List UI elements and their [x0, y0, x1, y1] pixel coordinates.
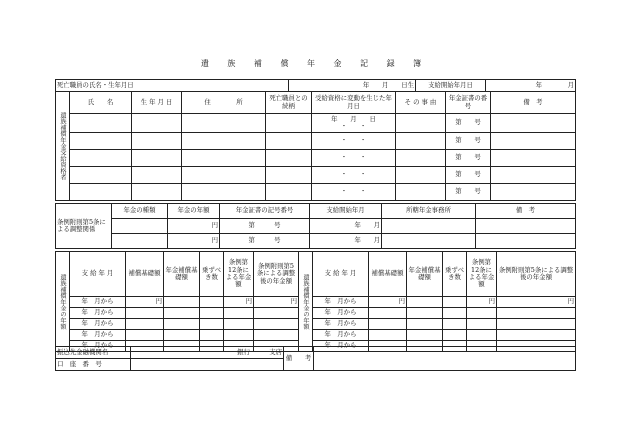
col-reason: そ の 事 由: [396, 92, 446, 114]
col-mult-left: 乗ずべき数: [200, 252, 224, 297]
col-art12-right: 条例第12条による年金額: [467, 252, 497, 297]
col-pension-base-left: 年金補償基礎額: [164, 252, 200, 297]
table-row: 年 月から 年 月から: [56, 308, 576, 319]
bank-label: 振込先金融機関名: [56, 347, 131, 359]
pay-start-field[interactable]: 年 月: [486, 80, 576, 92]
col-art12-left: 条例第12条による年金額: [224, 252, 254, 297]
col-ym-left: 支 給 年 月: [70, 252, 126, 297]
table-row: 年 月から 円 円 円 年 月から 円 円 円: [56, 297, 576, 308]
account-label: 口 座 番 号: [56, 359, 131, 371]
col-name: 氏 名: [70, 92, 132, 114]
article-label: 条例附則第5条による調整関係: [56, 204, 112, 249]
account-field[interactable]: [131, 359, 284, 371]
article-table: [55, 203, 576, 249]
col-adjusted-right: 条例附則第5条による調整後の年金額: [497, 252, 576, 297]
annual-side-label-right: 遺族補償年金の年額: [299, 252, 313, 352]
table-row: 年 月 日 ・ ・ 第 号: [56, 114, 576, 133]
bank-field[interactable]: 銀行 支店: [131, 347, 284, 359]
footer-remarks-field[interactable]: [314, 347, 576, 371]
col-address: 住 所: [182, 92, 266, 114]
table-row: ・ ・ 第 号: [56, 150, 576, 167]
col-cert: 年金証書の番号: [446, 92, 491, 114]
col-remarks2: 備 考: [476, 204, 576, 219]
col-adjusted-left: 条例附則第5条による調整後の年金額: [254, 252, 299, 297]
col-office: 所轄年金事務所: [382, 204, 476, 219]
col-mult-right: 乗ずべき数: [443, 252, 467, 297]
footer-table: [55, 346, 576, 371]
table-row: ・ ・ 第 号: [56, 133, 576, 150]
footer-remarks-label: 備 考: [284, 347, 314, 371]
qualified-side-label: 遺族補償年金受給資格者: [56, 92, 70, 201]
pay-start-label: 支給開始年月日: [416, 80, 486, 92]
col-cert-symbol: 年金証書の記号番号: [220, 204, 310, 219]
deceased-label: 死亡職員の氏名・生年月日: [56, 80, 289, 92]
table-row: 円 第 号 年 月: [56, 234, 576, 249]
page-title: 遺 族 補 償 年 金 記 録 簿: [200, 59, 430, 68]
qualified-table: [55, 91, 576, 201]
col-birth: 生 年 月 日: [132, 92, 182, 114]
col-kind: 年金の種類: [112, 204, 168, 219]
table-row: 年 月から 年 月から: [56, 341, 576, 352]
birth-date-field[interactable]: 年 月 日生: [289, 80, 416, 92]
annual-table: [55, 251, 576, 352]
col-change: 受給資格に変動を生じた年月日: [312, 92, 396, 114]
col-pension-base-right: 年金補償基礎額: [407, 252, 443, 297]
col-base-right: 補償基礎額: [369, 252, 407, 297]
col-start: 支給開始年月: [310, 204, 382, 219]
table-row: ・ ・ 第 号: [56, 167, 576, 184]
table-row: 年 月から 年 月から: [56, 319, 576, 330]
col-base-left: 補償基礎額: [126, 252, 164, 297]
col-relation: 死亡職員との続柄: [266, 92, 312, 114]
table-row: 年 月から 年 月から: [56, 330, 576, 341]
annual-side-label-left: 遺族補償年金の年額: [56, 252, 70, 352]
col-remarks: 備 考: [491, 92, 576, 114]
table-row: ・ ・ 第 号: [56, 184, 576, 201]
col-ym-right: 支 給 年 月: [313, 252, 369, 297]
col-amount: 年金の年額: [168, 204, 220, 219]
table-row: 円 第 号 年 月: [56, 219, 576, 234]
